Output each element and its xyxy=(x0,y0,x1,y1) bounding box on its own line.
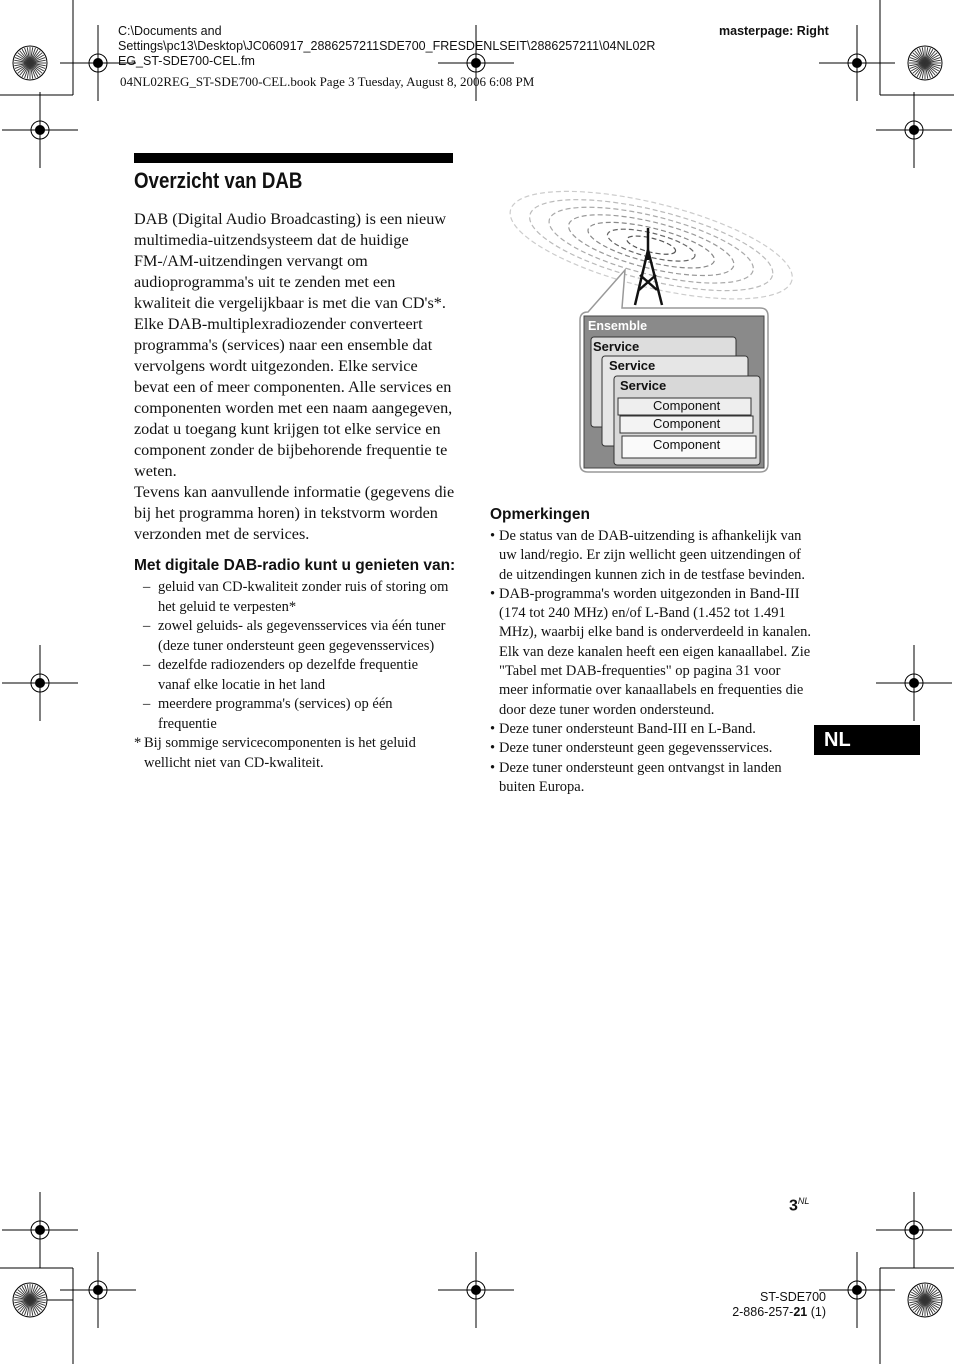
list-item: • Deze tuner ondersteunt geen gegevensservices. xyxy=(490,739,812,758)
part-code xyxy=(720,1305,826,1320)
footnote-mark: * xyxy=(134,735,142,751)
list-item: – meerdere programma's (services) op één frequentie xyxy=(134,695,450,734)
crosshair-mark xyxy=(819,1252,895,1328)
list-item: • De status van de DAB-uitzending is afhankelijk van uw land/regio. Er zijn wellicht geen uitzendingen of de uitzendingen kunnen zich in de testfase bevinden. xyxy=(490,527,812,585)
list-item: – dezelfde radiozenders op dezelfde frequentie vanaf elke locatie in het land xyxy=(134,656,450,695)
service-label: Service xyxy=(609,358,656,373)
crosshair-mark xyxy=(2,1192,78,1268)
file-path xyxy=(118,24,655,69)
ensemble-label: Ensemble xyxy=(588,319,648,333)
page-title: Overzicht van DAB xyxy=(134,168,303,193)
language-tab: NL xyxy=(814,725,920,755)
crosshair-mark xyxy=(876,92,952,168)
starburst-mark xyxy=(908,1283,942,1317)
paragraph: Tevens kan aanvullende informatie (gegevens die bij het programma horen) in tekstvorm worden verzonden met de services. xyxy=(134,483,455,543)
paragraph: Elke DAB-multiplexradiozender converteert programma's (services) naar een ensemble dat vervolgens wordt uitgezonden. Elke service bevat een of meer componenten. Alle services en componenten worden met een naam aangegeven, zodat u toegang kunt krijgen tot elke service en component zonder de bijbehorende frequentie te weten. xyxy=(134,315,453,480)
part-code-prefix: 2-886-257- xyxy=(732,1305,794,1319)
part-code-bold: 21 xyxy=(793,1305,808,1319)
notes-heading: Opmerkingen xyxy=(490,506,590,523)
component-label: Component xyxy=(653,398,721,413)
crosshair-mark xyxy=(2,645,78,721)
service-label: Service xyxy=(620,378,667,393)
benefits-list xyxy=(134,578,450,734)
paragraph: DAB (Digital Audio Broadcasting) is een nieuw multimedia-uitzendsysteem dat de huidige FM-/AM-uitzendingen vervangt om audioprogramma's uit te zenden met een kwaliteit die vergelijkbaar is met die van CD's*. xyxy=(134,210,447,312)
crosshair-mark xyxy=(438,1252,514,1328)
list-item: – geluid van CD-kwaliteit zonder ruis of storing om het geluid te verpesten* xyxy=(134,578,450,617)
page-number-value: 3 xyxy=(789,1197,798,1215)
file-path-line: EG_ST-SDE700-CEL.fm xyxy=(118,54,255,68)
notes-section xyxy=(490,506,812,797)
component-label: Component xyxy=(653,437,721,452)
starburst-mark xyxy=(13,46,47,80)
book-info: 04NL02REG_ST-SDE700-CEL.book Page 3 Tuesday, August 8, 2006 6:08 PM xyxy=(120,74,535,89)
crosshair-mark xyxy=(2,92,78,168)
footnote xyxy=(134,734,450,773)
footnote-text: Bij sommige servicecomponenten is het geluid wellicht niet van CD-kwaliteit. xyxy=(144,735,416,771)
list-item: • DAB-programma's worden uitgezonden in Band-III (174 tot 240 MHz) en/of L-Band (1.452 tot 1.491 MHz), waarbij elke band is onderverdeeld in kanalen. Elk van deze kanalen heeft een eigen kanaallabel. Zie "Tabel met DAB-frequenties" op pagina 31 voor meer informatie over kanaallabels en frequenties die door deze tuner worden ondersteund. xyxy=(490,585,812,720)
crosshair-mark xyxy=(876,645,952,721)
notes-list xyxy=(490,527,812,797)
starburst-mark xyxy=(908,46,942,80)
benefits-heading: Met digitale DAB-radio kunt u genieten van: xyxy=(134,557,456,574)
crosshair-mark xyxy=(60,1252,136,1328)
antenna-tower-icon xyxy=(635,228,662,305)
crosshair-mark xyxy=(876,1192,952,1268)
dab-diagram xyxy=(500,160,800,480)
intro-text xyxy=(134,209,456,773)
file-path-line: Settings\pc13\Desktop\JC060917_2886257211SDE700_FRESDENLSEIT\2886257211\04NL02R xyxy=(118,39,656,53)
starburst-mark xyxy=(13,1283,47,1317)
component-label: Component xyxy=(653,416,721,431)
list-item: • Deze tuner ondersteunt geen ontvangst in landen buiten Europa. xyxy=(490,759,812,798)
page-number-suffix: NL xyxy=(797,1196,810,1206)
model-number: ST-SDE700 xyxy=(759,1290,826,1304)
title-bar xyxy=(134,153,453,163)
masterpage-label: masterpage: Right xyxy=(719,24,829,38)
crosshair-mark xyxy=(819,25,895,101)
list-item: – zowel geluids- als gegevensservices via één tuner (deze tuner ondersteunt geen gegevensservices) xyxy=(134,617,450,656)
service-label: Service xyxy=(593,339,640,354)
part-code-suffix: (1) xyxy=(807,1305,826,1319)
file-path-line: C:\Documents and xyxy=(118,24,222,38)
model-info xyxy=(720,1290,826,1320)
page-number xyxy=(789,1196,809,1215)
list-item: • Deze tuner ondersteunt Band-III en L-Band. xyxy=(490,720,812,739)
